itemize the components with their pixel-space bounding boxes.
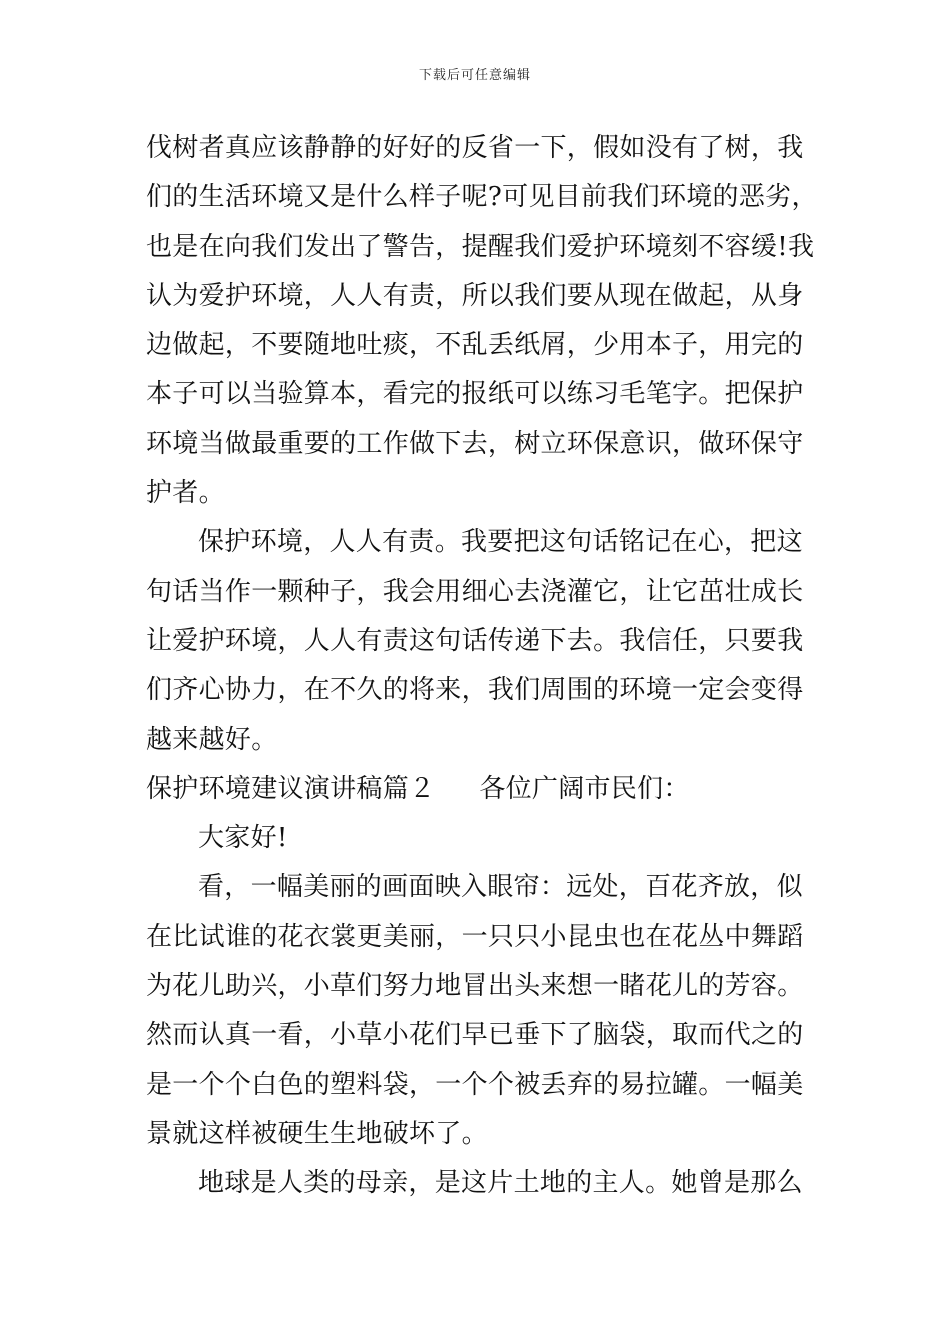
document-body: [146, 124, 818, 1209]
text-line: 是一个个白色的塑料袋，一个个被丢弃的易拉罐。一幅美: [146, 1069, 804, 1100]
text-line: 句话当作一颗种子，我会用细心去浇灌它，让它茁壮成长: [146, 576, 804, 607]
text-line: 景就这样被硬生生地破坏了。: [146, 1118, 488, 1149]
text-line: 地球是人类的母亲，是这片土地的主人。她曾是那么: [198, 1168, 803, 1199]
text-line: 为花儿助兴，小草们努力地冒出头来想一睹花儿的芳容。: [146, 971, 804, 1002]
text-line: 本子可以当验算本，看完的报纸可以练习毛笔字。把保护: [146, 379, 804, 410]
text-line: 护者。: [146, 478, 225, 509]
text-line: 也是在向我们发出了警告，提醒我们爱护环境刻不容缓!我: [146, 231, 815, 262]
text-line: 越来越好。: [146, 724, 278, 755]
text-line: 然而认真一看，小草小花们早已垂下了脑袋，取而代之的: [146, 1020, 804, 1051]
salutation: 各位广阔市民们：: [479, 773, 690, 804]
text-line: 让爱护环境，人人有责这句话传递下去。我信任，只要我: [146, 625, 804, 656]
text-line: 伐树者真应该静静的好好的反省一下，假如没有了树，我: [146, 133, 804, 163]
section-heading-line: [146, 765, 808, 814]
text-line: 认为爱护环境，人人有责，所以我们要从现在做起，从身: [146, 280, 804, 311]
page-header: 下载后可任意编辑: [418, 68, 531, 83]
text-line: 边做起，不要随地吐痰，不乱丢纸屑，少用本子，用完的: [146, 330, 804, 361]
text-line: 看，一幅美丽的画面映入眼帘：远处，百花齐放，似: [198, 872, 803, 903]
text-line: 们齐心协力，在不久的将来，我们周围的环境一定会变得: [146, 675, 804, 706]
text-line: 大家好!: [198, 823, 288, 854]
section-title: 保护环境建议演讲稿篇２: [146, 773, 436, 804]
text-line: 在比试谁的花衣裳更美丽，一只只小昆虫也在花丛中舞蹈: [146, 921, 804, 952]
text-line: 环境当做最重要的工作做下去，树立环保意识，做环保守: [146, 428, 804, 459]
text-line: 们的生活环境又是什么样子呢?可见目前我们环境的恶劣，: [146, 182, 818, 213]
text-line: 保护环境，人人有责。我要把这句话铭记在心，把这: [198, 527, 803, 558]
